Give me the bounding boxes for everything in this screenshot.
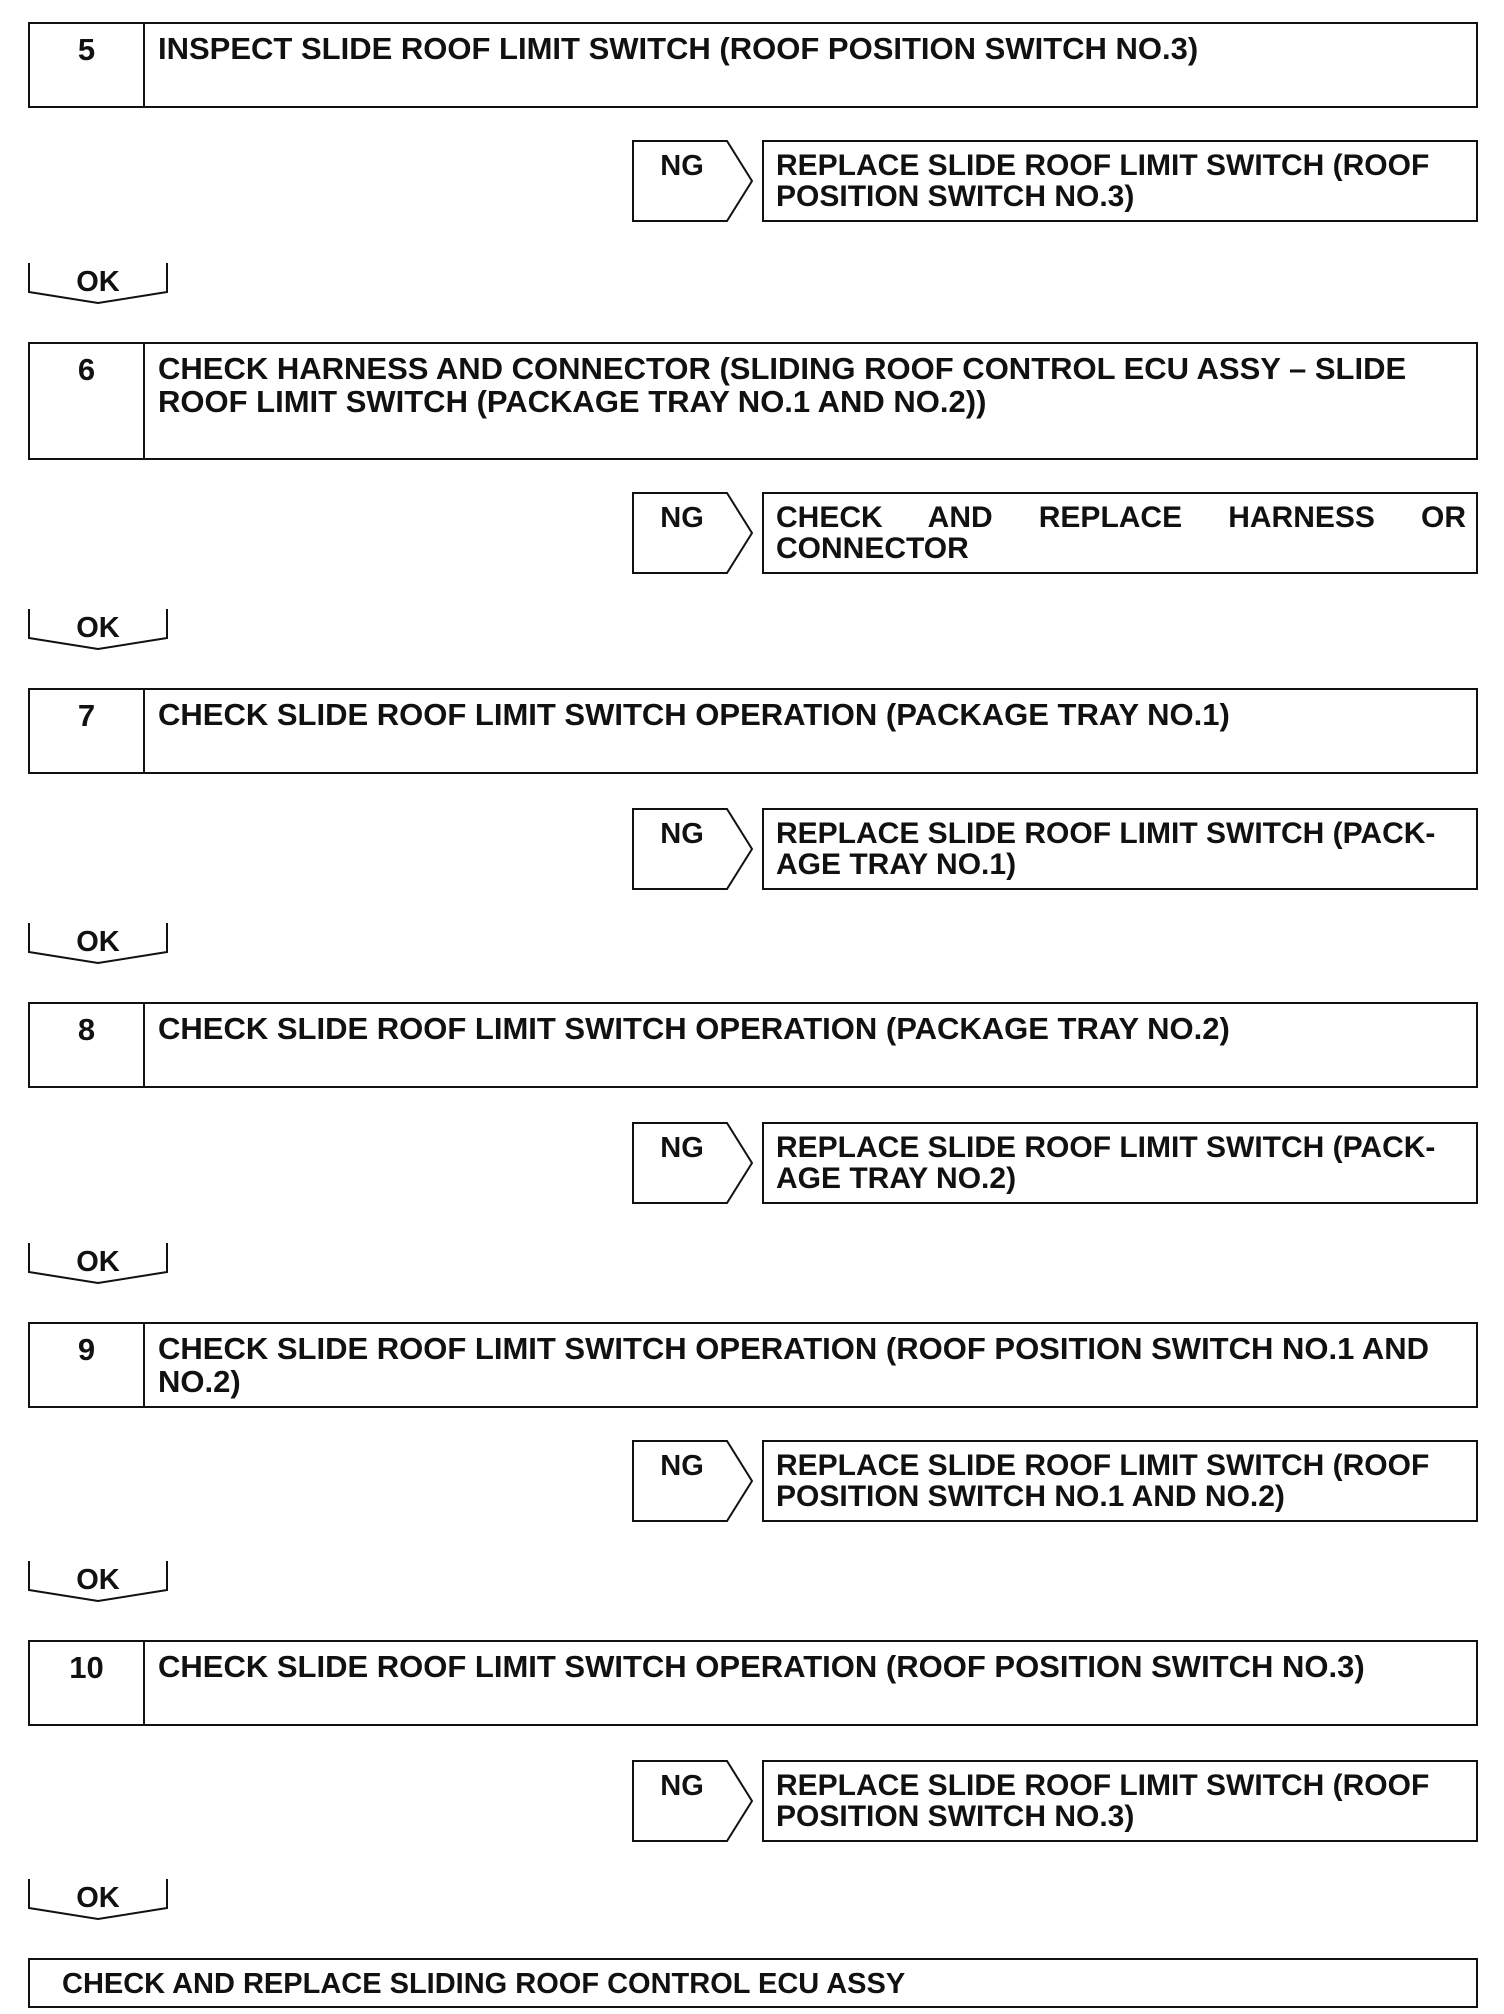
ng-result-box — [762, 808, 1478, 890]
step-title: CHECK SLIDE ROOF LIMIT SWITCH OPERATION (PACKAGE TRAY NO.2) — [158, 1011, 1230, 1046]
ng-label: NG — [660, 818, 704, 850]
step-title: CHECK SLIDE ROOF LIMIT SWITCH OPERATION (ROOF POSITION SWITCH NO.3) — [158, 1649, 1365, 1684]
ok-arrow — [28, 1242, 168, 1284]
ng-label: NG — [660, 502, 704, 534]
ok-arrow — [28, 262, 168, 304]
step-number: 7 — [30, 690, 145, 772]
step-8-box — [28, 1002, 1478, 1088]
ok-arrow — [28, 1878, 168, 1920]
ng-arrow — [632, 808, 754, 890]
ng-result-text: REPLACE SLIDE ROOF LIMIT SWITCH (ROOF POSITION SWITCH NO.1 AND NO.2) — [776, 1449, 1430, 1513]
step-title: CHECK SLIDE ROOF LIMIT SWITCH OPERATION (PACKAGE TRAY NO.1) — [158, 697, 1230, 732]
step-title: INSPECT SLIDE ROOF LIMIT SWITCH (ROOF POSITION SWITCH NO.3) — [158, 31, 1199, 66]
ng-result-box — [762, 1760, 1478, 1842]
final-action-box — [28, 1958, 1478, 2008]
ok-label: OK — [76, 612, 120, 644]
ng-arrow — [632, 1760, 754, 1842]
ok-arrow — [28, 1560, 168, 1602]
ok-label: OK — [76, 266, 120, 298]
ng-result-box — [762, 492, 1478, 574]
ng-arrow — [632, 1440, 754, 1522]
final-action-text: CHECK AND REPLACE SLIDING ROOF CONTROL ECU ASSY — [62, 1968, 906, 2000]
ok-label: OK — [76, 1882, 120, 1914]
ok-label: OK — [76, 926, 120, 958]
ng-result-text: CHECK AND REPLACE HARNESS OR CONNECTOR — [776, 501, 1466, 565]
step-10-box — [28, 1640, 1478, 1726]
ng-label: NG — [660, 1770, 704, 1802]
step-number: 6 — [30, 344, 145, 458]
step-number: 9 — [30, 1324, 145, 1406]
ng-result-text: REPLACE SLIDE ROOF LIMIT SWITCH (ROOF POSITION SWITCH NO.3) — [776, 1769, 1430, 1833]
ng-result-text: REPLACE SLIDE ROOF LIMIT SWITCH (ROOF POSITION SWITCH NO.3) — [776, 149, 1430, 213]
ng-label: NG — [660, 1132, 704, 1164]
ng-label: NG — [660, 1450, 704, 1482]
step-6-box — [28, 342, 1478, 460]
step-title: CHECK SLIDE ROOF LIMIT SWITCH OPERATION (ROOF POSITION SWITCH NO.1 AND NO.2) — [158, 1331, 1429, 1399]
ng-arrow — [632, 1122, 754, 1204]
step-7-box — [28, 688, 1478, 774]
ng-result-box — [762, 1440, 1478, 1522]
step-9-box — [28, 1322, 1478, 1408]
step-5-box — [28, 22, 1478, 108]
step-title: CHECK HARNESS AND CONNECTOR (SLIDING ROOF CONTROL ECU ASSY – SLIDE ROOF LIMIT SWITCH (PACKAGE TRAY NO.1 AND NO.2)) — [158, 351, 1407, 419]
ng-result-text: REPLACE SLIDE ROOF LIMIT SWITCH (PACK-AGE TRAY NO.1) — [776, 817, 1436, 881]
step-number: 8 — [30, 1004, 145, 1086]
ng-result-text: REPLACE SLIDE ROOF LIMIT SWITCH (PACK-AGE TRAY NO.2) — [776, 1131, 1436, 1195]
ng-result-box — [762, 1122, 1478, 1204]
ok-label: OK — [76, 1246, 120, 1278]
ng-arrow — [632, 492, 754, 574]
step-number: 5 — [30, 24, 145, 106]
ng-arrow — [632, 140, 754, 222]
ok-label: OK — [76, 1564, 120, 1596]
step-number: 10 — [30, 1642, 145, 1724]
ok-arrow — [28, 922, 168, 964]
ng-label: NG — [660, 150, 704, 182]
ok-arrow — [28, 608, 168, 650]
ng-result-box — [762, 140, 1478, 222]
